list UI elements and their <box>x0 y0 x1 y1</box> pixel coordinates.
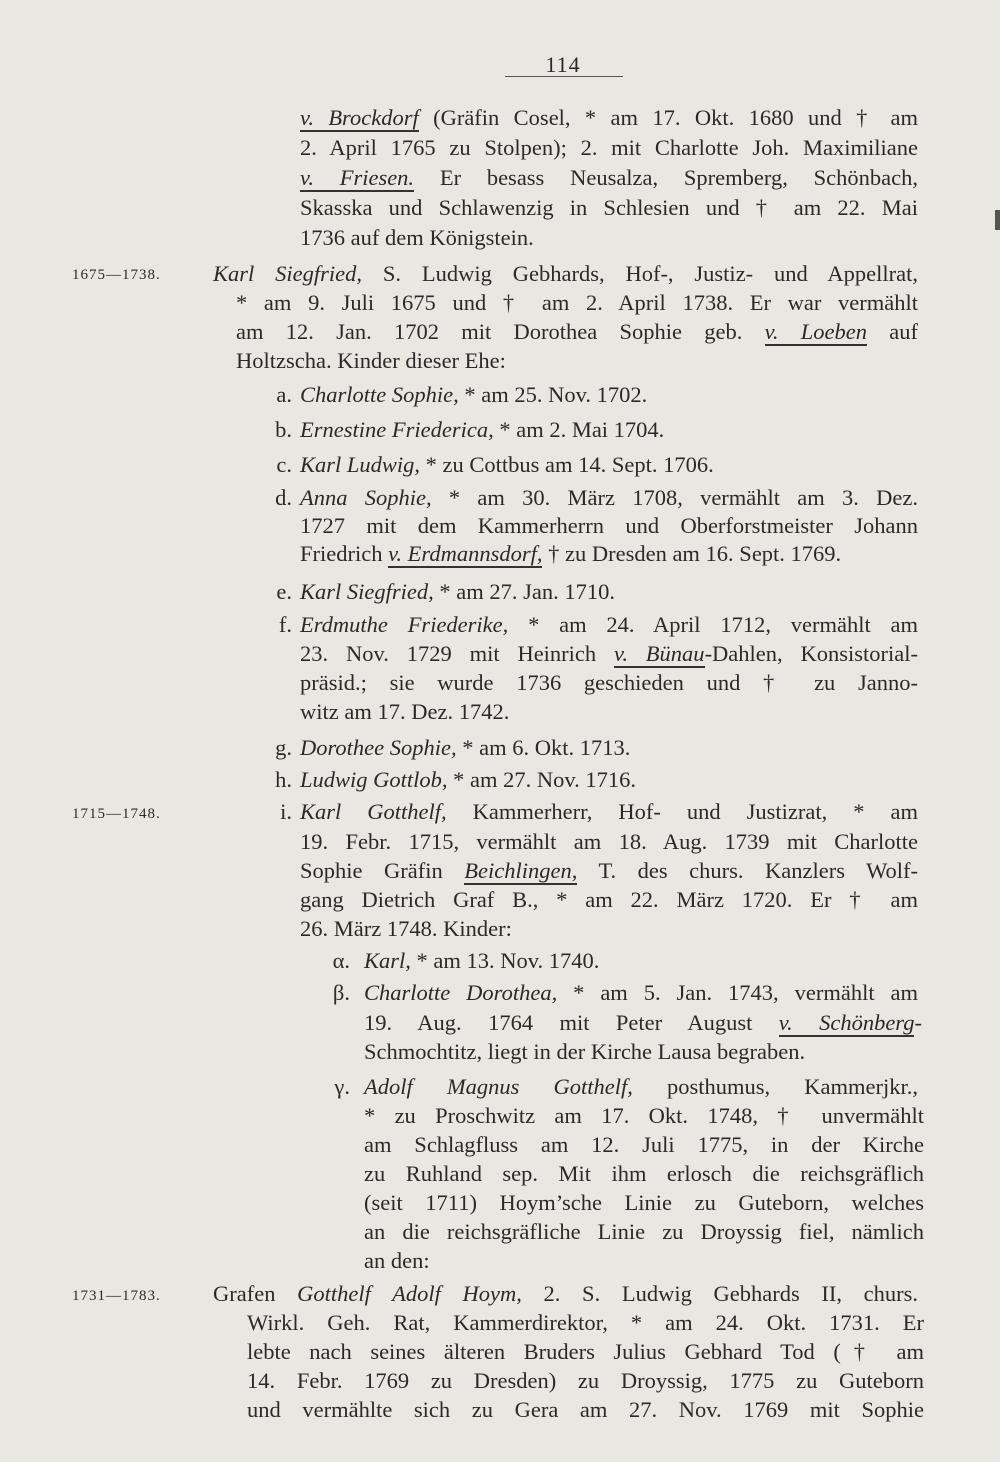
text-span: * am 27. Jan. 1710. <box>433 579 615 604</box>
list-item <box>300 765 636 795</box>
text-span: 23. Nov. 1729 mit Heinrich <box>300 641 615 666</box>
text-span: Kammerherr, Hof- und Justizrat, * am <box>446 799 918 824</box>
text-span: -Dahlen, Konsistorial- <box>704 641 918 666</box>
text-line: präsid.; sie wurde 1736 geschieden und † zu Janno- <box>300 670 918 695</box>
name-underlined: v. Friesen. <box>300 165 415 190</box>
list-item <box>300 733 630 763</box>
text-line <box>300 856 918 886</box>
list-label: c. <box>276 452 292 477</box>
list-label: e. <box>276 579 292 604</box>
person-name: Karl Siegfried, <box>213 261 362 286</box>
text-span: † zu Dresden am 16. Sept. 1769. <box>542 541 842 566</box>
text-line <box>236 317 918 347</box>
text-span: * am 25. Nov. 1702. <box>458 382 648 407</box>
text-line: Schmochtitz, liegt in der Kirche Lausa begraben. <box>364 1039 806 1064</box>
margin-date: 1675—1738. <box>72 267 161 283</box>
page-number-rule <box>505 76 623 77</box>
text-line: 1727 mit dem Kammerherrn und Oberforstmeister Johann <box>300 513 918 538</box>
margin-date: 1715—1748. <box>72 806 161 822</box>
text-line: gang Dietrich Graf B., * am 22. März 1720. Er † am <box>300 887 918 912</box>
person-name: Anna Sophie, <box>300 485 432 510</box>
text-line <box>300 539 841 569</box>
text-line: an den: <box>364 1248 430 1273</box>
text-line <box>300 103 918 133</box>
person-name: Dorothee Sophie, <box>300 735 457 760</box>
person-name: Gotthelf Adolf Hoym, <box>297 1281 522 1306</box>
list-item <box>300 450 714 480</box>
list-label: g. <box>275 735 292 760</box>
list-label: h. <box>275 767 292 792</box>
list-label: α. <box>332 948 350 973</box>
text-span: posthumus, Kammerjkr., <box>632 1074 918 1099</box>
list-label: γ. <box>334 1074 350 1099</box>
list-label: a. <box>276 382 292 407</box>
text-line: lebte nach seines älteren Bruders Julius Gebhard Tod († am <box>247 1339 924 1364</box>
person-name: Charlotte Dorothea, <box>364 980 558 1005</box>
margin-date: 1731—1783. <box>72 1288 161 1304</box>
person-name: Charlotte Sophie, <box>300 382 459 407</box>
text-span: 2. S. Ludwig Gebhards II, churs. <box>521 1281 918 1306</box>
list-item <box>300 380 647 410</box>
text-line <box>364 1008 922 1038</box>
person-name: Karl Siegfried, <box>300 579 434 604</box>
person-name: Karl Ludwig, <box>300 452 421 477</box>
person-name: Karl, <box>364 948 411 973</box>
text-span: 19. Aug. 1764 mit Peter August <box>364 1010 779 1035</box>
text-span: Sophie Gräfin <box>300 858 465 883</box>
text-span: Er besass Neusalza, Spremberg, Schönbach, <box>414 165 918 190</box>
text-line: 14. Febr. 1769 zu Dresden) zu Droyssig, 1775 zu Guteborn <box>247 1368 924 1393</box>
text-line: am Schlagfluss am 12. Juli 1775, in der Kirche <box>364 1132 924 1157</box>
name-underlined: v. Loeben <box>764 319 868 344</box>
list-item <box>364 1072 918 1102</box>
text-line <box>300 639 918 669</box>
text-span: * am 24. April 1712, vermählt am <box>508 612 919 637</box>
text-line: an die reichsgräfliche Linie zu Droyssig fiel, nämlich <box>364 1219 924 1244</box>
text-span: - <box>914 1010 922 1035</box>
text-span: Friedrich <box>300 541 389 566</box>
text-span: Grafen <box>213 1281 298 1306</box>
text-line: * am 9. Juli 1675 und † am 2. April 1738. Er war vermählt <box>236 290 918 315</box>
text-span: * am 27. Nov. 1716. <box>447 767 637 792</box>
text-span: * am 30. März 1708, vermählt am 3. Dez. <box>431 485 918 510</box>
text-line: 2. April 1765 zu Stolpen); 2. mit Charlotte Joh. Maximiliane <box>300 135 918 160</box>
text-line <box>300 163 918 193</box>
list-item <box>300 483 918 513</box>
text-line: und vermählte sich zu Gera am 27. Nov. 1769 mit Sophie <box>247 1397 924 1422</box>
text-line <box>213 259 918 289</box>
name-underlined: v. Brockdorf <box>300 105 419 130</box>
list-item <box>300 610 918 640</box>
list-item <box>364 978 918 1008</box>
list-label: d. <box>275 485 292 510</box>
list-item <box>364 946 599 976</box>
list-item <box>300 797 918 827</box>
list-label: b. <box>275 417 292 442</box>
person-name: Ludwig Gottlob, <box>300 767 448 792</box>
text-span: * am 13. Nov. 1740. <box>410 948 600 973</box>
page-edge-mark <box>995 210 1000 230</box>
person-name: Erdmuthe Friederike, <box>300 612 509 637</box>
text-line: Skasska und Schlawenzig in Schlesien und † am 22. Mai <box>300 195 918 220</box>
list-label: β. <box>332 980 350 1005</box>
text-line: (seit 1711) Hoym’sche Linie zu Guteborn, welches <box>364 1190 924 1215</box>
name-underlined: v. Erdmannsdorf, <box>388 541 543 566</box>
list-label: f. <box>278 612 292 637</box>
person-name: Ernestine Friederica, <box>300 417 494 442</box>
text-span: * am 6. Okt. 1713. <box>456 735 631 760</box>
name-underlined: v. Bünau <box>614 641 705 666</box>
text-line: 26. März 1748. Kinder: <box>300 916 512 941</box>
text-line: Wirkl. Geh. Rat, Kammerdirektor, * am 24. Okt. 1731. Er <box>247 1310 924 1335</box>
list-label: i. <box>280 799 292 824</box>
text-line: * zu Proschwitz am 17. Okt. 1748, † unvermählt <box>364 1103 924 1128</box>
text-line: 1736 auf dem Königstein. <box>300 225 534 250</box>
person-name: Adolf Magnus Gotthelf, <box>364 1074 633 1099</box>
text-line: witz am 17. Dez. 1742. <box>300 699 510 724</box>
text-span: auf <box>867 319 918 344</box>
text-span: * am 5. Jan. 1743, vermählt am <box>557 980 918 1005</box>
text-line <box>213 1279 918 1309</box>
page-number: 114 <box>545 52 581 77</box>
text-span: S. Ludwig Gebhards, Hof-, Justiz- und Appellrat, <box>362 261 919 286</box>
text-line: 19. Febr. 1715, vermählt am 18. Aug. 1739 mit Charlotte <box>300 829 918 854</box>
name-underlined: Beichlingen, <box>464 858 578 883</box>
text-span: am 12. Jan. 1702 mit Dorothea Sophie geb. <box>236 319 765 344</box>
text-line: Holtzscha. Kinder dieser Ehe: <box>236 348 506 373</box>
text-span: * zu Cottbus am 14. Sept. 1706. <box>420 452 714 477</box>
list-item <box>300 577 615 607</box>
text-span: T. des churs. Kanzlers Wolf- <box>577 858 918 883</box>
text-span: * am 2. Mai 1704. <box>493 417 665 442</box>
text-span: (Gräfin Cosel, * am 17. Okt. 1680 und † am <box>418 105 918 130</box>
text-line: zu Ruhland sep. Mit ihm erlosch die reichsgräflich <box>364 1161 924 1186</box>
name-underlined: v. Schönberg <box>778 1010 915 1035</box>
list-item <box>300 415 664 445</box>
person-name: Karl Gotthelf, <box>300 799 447 824</box>
